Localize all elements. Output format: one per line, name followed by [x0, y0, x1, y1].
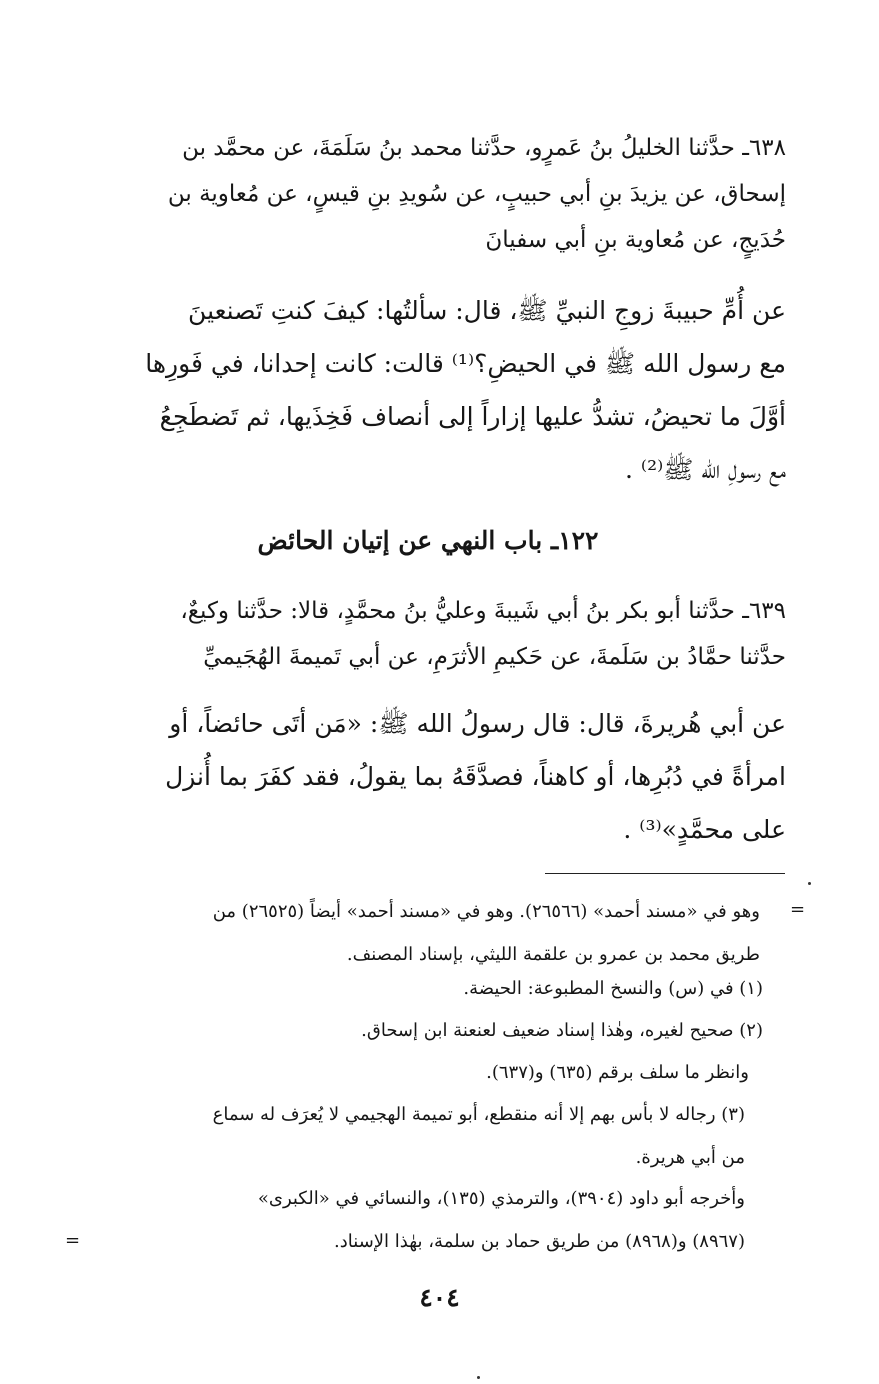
hadith-639-text-line-2: امرأةً في دُبُرِها، أو كاهناً، فصدَّقَهُ بما يقولُ، فقد كفَرَ بما أُنزل [165, 762, 786, 791]
hadith-639-text [70, 697, 786, 856]
footnote-2-extra: وانظر ما سلف برقم (٦٣٥) و(٦٣٧). [486, 1062, 749, 1083]
hadith-638-text-line-3: أوَّلَ ما تحيضُ، تشدُّ عليها إزاراً إلى أنصاف فَخِذَيها، ثم تَضطَجِعُ [159, 402, 786, 431]
footnote-3-line-1: (٣) رجاله لا بأس بهم إلا أنه منقطع، أبو تميمة الهجيمي لا يُعرَف له سماع [212, 1104, 745, 1125]
footnote-continuation-line-1: وهو في «مسند أحمد» (٢٦٥٦٦). وهو في «مسند أحمد» أيضاً (٢٦٥٢٥) من [212, 901, 760, 922]
footnote-3-line-2: من أبي هريرة. [635, 1147, 745, 1168]
continuation-mark-bottom: = [65, 1230, 81, 1251]
hadith-638-text [70, 284, 786, 496]
hadith-639-text-line-3: على محمَّدٍ»⁽³⁾ . [623, 815, 786, 844]
footnote-1: (١) في (س) والنسخ المطبوعة: الحيضة. [463, 978, 763, 999]
footnote-separator [545, 873, 785, 874]
hadith-638-chain-line-2: إسحاق، عن يزيدَ بنِ أبي حبيبٍ، عن سُويدِ بنِ قيسٍ، عن مُعاوية بن [167, 181, 786, 207]
hadith-638-text-line-4: مع رسولِ الله ﷺ⁽²⁾ . [625, 455, 786, 484]
footnote-3-extra-line-2: (٨٩٦٧) و(٨٩٦٨) من طريق حماد بن سلمة، بهٰذا الإسناد. [334, 1231, 745, 1252]
page-number: ٤٠٤ [419, 1283, 460, 1312]
separator-dot [808, 882, 811, 885]
hadith-638-chain [70, 125, 786, 263]
footnote-3-extra [70, 1177, 745, 1263]
footnote-continuation-line-2: طريق محمد بن عمرو بن علقمة الليثي، بإسناد المصنف. [346, 944, 760, 965]
hadith-638-text-line-1: عن أُمِّ حبيبةَ زوجِ النبيِّ ﷺ، قال: سألتُها: كيفَ كنتِ تَصنعينَ [188, 296, 786, 325]
hadith-639-chain [70, 588, 786, 680]
hadith-638-text-line-2: مع رسول الله ﷺ في الحيضِ؟⁽¹⁾ قالت: كانت إحدانا، في فَورِها [145, 349, 786, 378]
bottom-dot [477, 1376, 480, 1379]
footnote-2: (٢) صحيح لغيره، وهٰذا إسناد ضعيف لعنعنة ابن إسحاق. [361, 1020, 763, 1041]
hadith-639-text-line-1: عن أبي هُريرةَ، قال: قال رسولُ الله ﷺ: «مَن أتَى حائضاً، أو [169, 709, 786, 738]
chapter-heading: ١٢٢ـ باب النهي عن إتيان الحائض [257, 526, 599, 555]
hadith-639-chain-line-1: ٦٣٩ـ حدَّثنا أبو بكر بنُ أبي شَيبةَ وعليُّ بنُ محمَّدٍ، قالا: حدَّثنا وكيعٌ، [180, 598, 786, 624]
footnote-3 [70, 1093, 745, 1179]
hadith-638-chain-line-3: حُدَيجٍ، عن مُعاوية بنِ أبي سفيانَ [485, 227, 786, 253]
footnote-3-extra-line-1: وأخرجه أبو داود (٣٩٠٤)، والترمذي (١٣٥)، والنسائي في «الكبرى» [257, 1188, 745, 1209]
hadith-638-chain-line-1: ٦٣٨ـ حدَّثنا الخليلُ بنُ عَمرٍو، حدَّثنا محمد بنُ سَلَمَةَ، عن محمَّد بن [182, 135, 786, 161]
continuation-mark-top: = [790, 899, 806, 920]
hadith-639-chain-line-2: حدَّثنا حمَّادُ بن سَلَمةَ، عن حَكيمِ الأثرَمِ، عن أبي تَميمةَ الهُجَيميِّ [203, 644, 786, 670]
footnote-continuation [70, 890, 760, 976]
